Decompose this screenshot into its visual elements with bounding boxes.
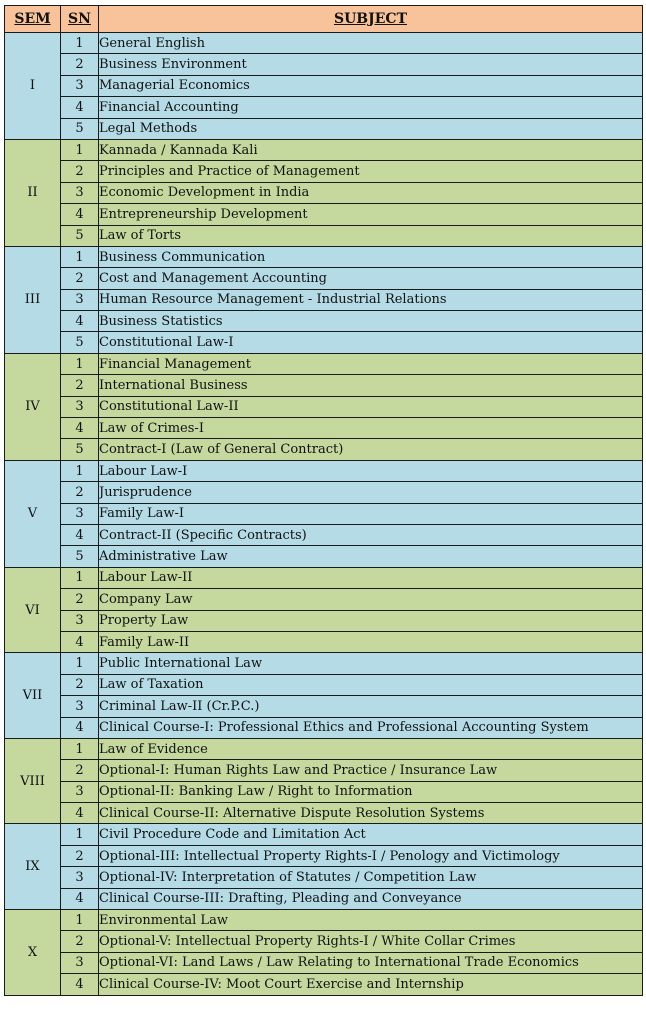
table-row [5, 589, 643, 610]
serial-number-cell: 4 [61, 524, 99, 545]
subject-cell: Legal Methods [99, 118, 643, 139]
table-row [5, 803, 643, 824]
subject-cell: Optional-II: Banking Law / Right to Information [99, 781, 643, 802]
table-row [5, 311, 643, 332]
table-row [5, 952, 643, 973]
serial-number-cell: 2 [61, 375, 99, 396]
table-row [5, 824, 643, 845]
subject-cell: Economic Development in India [99, 182, 643, 203]
table-row [5, 118, 643, 139]
serial-number-cell: 4 [61, 974, 99, 995]
serial-number-cell: 1 [61, 353, 99, 374]
subject-cell: International Business [99, 375, 643, 396]
serial-number-cell: 2 [61, 482, 99, 503]
table-row [5, 97, 643, 118]
serial-number-cell: 3 [61, 182, 99, 203]
serial-number-cell: 2 [61, 268, 99, 289]
serial-number-cell: 2 [61, 161, 99, 182]
serial-number-cell: 2 [61, 674, 99, 695]
table-row [5, 482, 643, 503]
serial-number-cell: 5 [61, 439, 99, 460]
serial-number-cell: 2 [61, 589, 99, 610]
subject-cell: General English [99, 33, 643, 54]
table-row [5, 503, 643, 524]
subject-cell: Civil Procedure Code and Limitation Act [99, 824, 643, 845]
subject-cell: Public International Law [99, 653, 643, 674]
table-row [5, 524, 643, 545]
serial-number-cell: 3 [61, 610, 99, 631]
serial-number-cell: 1 [61, 460, 99, 481]
subject-cell: Clinical Course-III: Drafting, Pleading and Conveyance [99, 888, 643, 909]
subject-cell: Kannada / Kannada Kali [99, 139, 643, 160]
table-row [5, 845, 643, 866]
subject-cell: Entrepreneurship Development [99, 204, 643, 225]
subject-cell: Managerial Economics [99, 75, 643, 96]
serial-number-cell: 1 [61, 824, 99, 845]
subject-cell: Family Law-II [99, 631, 643, 652]
table-row [5, 738, 643, 759]
subject-cell: Labour Law-II [99, 567, 643, 588]
serial-number-cell: 2 [61, 760, 99, 781]
table-row [5, 182, 643, 203]
table-row [5, 161, 643, 182]
subject-cell: Company Law [99, 589, 643, 610]
serial-number-cell: 3 [61, 503, 99, 524]
subject-cell: Law of Taxation [99, 674, 643, 695]
table-row [5, 567, 643, 588]
subject-cell: Law of Evidence [99, 738, 643, 759]
serial-number-cell: 5 [61, 546, 99, 567]
subject-cell: Jurisprudence [99, 482, 643, 503]
serial-number-cell: 3 [61, 781, 99, 802]
header-row [5, 6, 643, 33]
table-row [5, 653, 643, 674]
semester-cell: VIII [5, 738, 61, 824]
table-row [5, 289, 643, 310]
subject-cell: Financial Accounting [99, 97, 643, 118]
subject-cell: Administrative Law [99, 546, 643, 567]
table-row [5, 418, 643, 439]
semester-cell: IX [5, 824, 61, 910]
subject-cell: Labour Law-I [99, 460, 643, 481]
subject-cell: Business Environment [99, 54, 643, 75]
table-body [5, 33, 643, 996]
serial-number-cell: 3 [61, 867, 99, 888]
semester-cell: VII [5, 653, 61, 739]
subject-cell: Principles and Practice of Management [99, 161, 643, 182]
subject-cell: Business Communication [99, 246, 643, 267]
subject-cell: Optional-V: Intellectual Property Rights-I / White Collar Crimes [99, 931, 643, 952]
serial-number-cell: 4 [61, 888, 99, 909]
serial-number-cell: 1 [61, 246, 99, 267]
serial-number-cell: 5 [61, 225, 99, 246]
table-row [5, 353, 643, 374]
serial-number-cell: 2 [61, 931, 99, 952]
table-row [5, 867, 643, 888]
serial-number-cell: 1 [61, 567, 99, 588]
serial-number-cell: 4 [61, 204, 99, 225]
semester-cell: II [5, 139, 61, 246]
subject-cell: Clinical Course-I: Professional Ethics and Professional Accounting System [99, 717, 643, 738]
subject-cell: Contract-II (Specific Contracts) [99, 524, 643, 545]
subject-cell: Clinical Course-II: Alternative Dispute Resolution Systems [99, 803, 643, 824]
table-row [5, 781, 643, 802]
subject-cell: Optional-IV: Interpretation of Statutes / Competition Law [99, 867, 643, 888]
table-row [5, 246, 643, 267]
subject-cell: Law of Torts [99, 225, 643, 246]
table-row [5, 460, 643, 481]
semester-cell: V [5, 460, 61, 567]
table-row [5, 54, 643, 75]
subject-cell: Business Statistics [99, 311, 643, 332]
table-row [5, 546, 643, 567]
subject-cell: Optional-III: Intellectual Property Rights-I / Penology and Victimology [99, 845, 643, 866]
subject-cell: Optional-I: Human Rights Law and Practice / Insurance Law [99, 760, 643, 781]
serial-number-cell: 4 [61, 418, 99, 439]
curriculum-table [4, 5, 643, 996]
subject-cell: Family Law-I [99, 503, 643, 524]
serial-number-cell: 1 [61, 653, 99, 674]
serial-number-cell: 1 [61, 33, 99, 54]
table-row [5, 631, 643, 652]
serial-number-cell: 4 [61, 803, 99, 824]
table-row [5, 439, 643, 460]
serial-number-cell: 4 [61, 631, 99, 652]
table-row [5, 268, 643, 289]
header-sn: SN [61, 6, 99, 33]
semester-cell: X [5, 910, 61, 996]
serial-number-cell: 3 [61, 289, 99, 310]
table-row [5, 33, 643, 54]
subject-cell: Cost and Management Accounting [99, 268, 643, 289]
table-row [5, 139, 643, 160]
header-sem: SEM [5, 6, 61, 33]
table-row [5, 974, 643, 995]
serial-number-cell: 3 [61, 952, 99, 973]
serial-number-cell: 1 [61, 910, 99, 931]
serial-number-cell: 1 [61, 139, 99, 160]
table-row [5, 332, 643, 353]
subject-cell: Constitutional Law-I [99, 332, 643, 353]
header-subject: SUBJECT [99, 6, 643, 33]
subject-cell: Financial Management [99, 353, 643, 374]
table-row [5, 674, 643, 695]
table-row [5, 75, 643, 96]
serial-number-cell: 3 [61, 396, 99, 417]
table-row [5, 760, 643, 781]
serial-number-cell: 2 [61, 54, 99, 75]
serial-number-cell: 4 [61, 97, 99, 118]
serial-number-cell: 5 [61, 118, 99, 139]
table-row [5, 610, 643, 631]
subject-cell: Human Resource Management - Industrial Relations [99, 289, 643, 310]
serial-number-cell: 1 [61, 738, 99, 759]
subject-cell: Law of Crimes-I [99, 418, 643, 439]
table-row [5, 910, 643, 931]
table-row [5, 375, 643, 396]
subject-cell: Constitutional Law-II [99, 396, 643, 417]
subject-cell: Optional-VI: Land Laws / Law Relating to International Trade Economics [99, 952, 643, 973]
subject-cell: Property Law [99, 610, 643, 631]
table-row [5, 931, 643, 952]
subject-cell: Environmental Law [99, 910, 643, 931]
semester-cell: IV [5, 353, 61, 460]
subject-cell: Criminal Law-II (Cr.P.C.) [99, 696, 643, 717]
semester-cell: VI [5, 567, 61, 653]
serial-number-cell: 4 [61, 717, 99, 738]
table-row [5, 696, 643, 717]
table-row [5, 204, 643, 225]
table-row [5, 888, 643, 909]
table-row [5, 717, 643, 738]
subject-cell: Contract-I (Law of General Contract) [99, 439, 643, 460]
semester-cell: I [5, 33, 61, 140]
serial-number-cell: 2 [61, 845, 99, 866]
serial-number-cell: 5 [61, 332, 99, 353]
semester-cell: III [5, 246, 61, 353]
serial-number-cell: 3 [61, 696, 99, 717]
serial-number-cell: 3 [61, 75, 99, 96]
table-row [5, 225, 643, 246]
serial-number-cell: 4 [61, 311, 99, 332]
table-row [5, 396, 643, 417]
subject-cell: Clinical Course-IV: Moot Court Exercise and Internship [99, 974, 643, 995]
